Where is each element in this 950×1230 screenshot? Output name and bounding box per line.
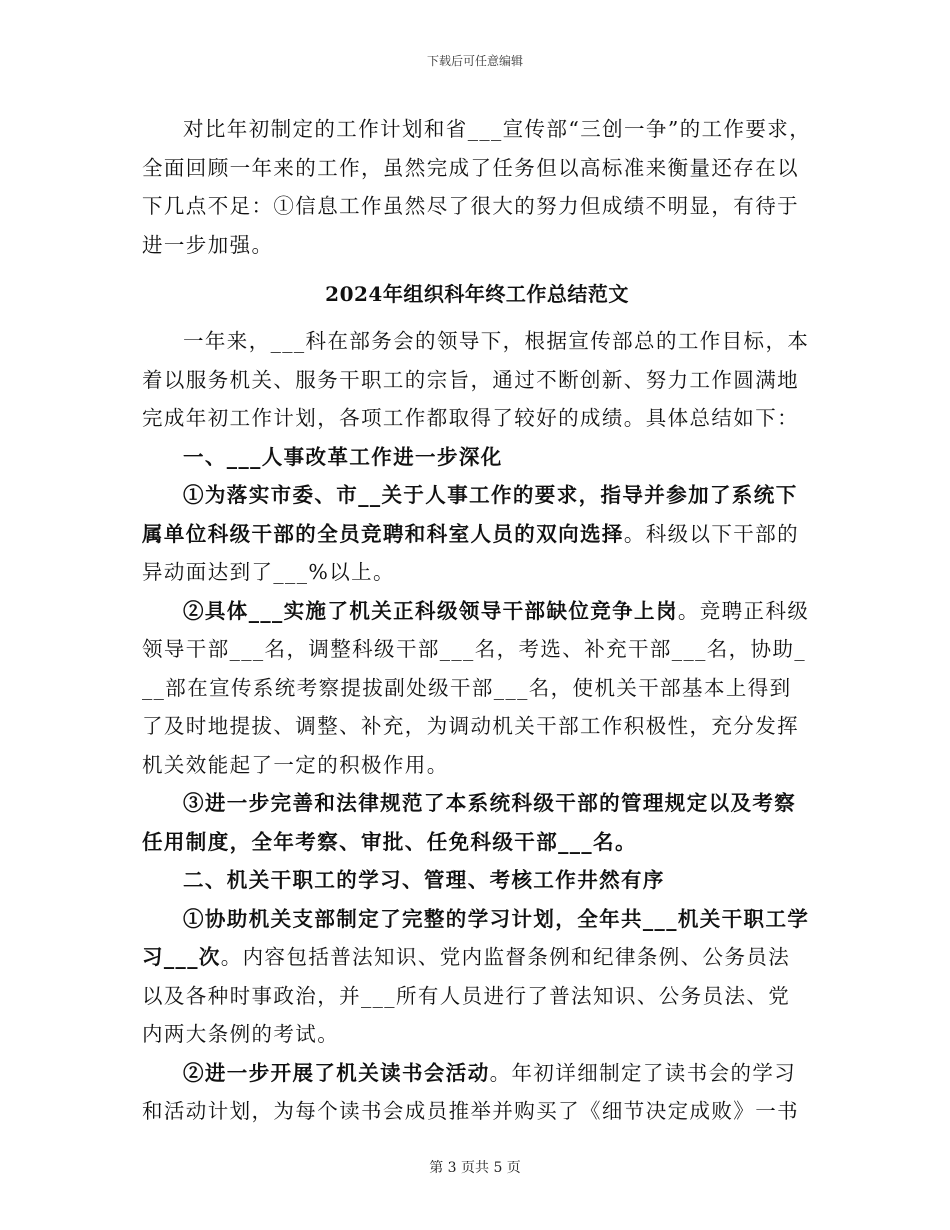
page-footer: 第 3 页共 5 页 (429, 1160, 521, 1176)
section2-item-1-bold: ①协助机关支部制定了完整的学习计划，全年共___机关干职工学习___次 (142, 906, 810, 969)
section-heading-2: 二、机关干职工的学习、管理、考核工作井然有序 (183, 868, 665, 892)
section2-item-2 (142, 1054, 812, 1131)
section1-item-3 (142, 784, 812, 861)
opening-paragraph: 一年来，___科在部务会的领导下，根据宣传部总的工作目标，本着以服务机关、服务干职工的宗旨，通过不断创新、努力工作圆满地完成年初工作计划，各项工作都取得了较好的成绩。具体总结如下： (142, 329, 810, 430)
section1-item-1-bold: ①为落实市委、市__关于人事工作的要求，指导并参加了系统下属单位科级干部的全员竞聘和科室人员的双向选择 (142, 483, 798, 546)
section1-item-3-bold: ③进一步完善和法律规范了本系统科级干部的管理规定以及考察任用制度，全年考察、审批、任免科级干部___名。 (142, 791, 797, 854)
section1-item-2 (142, 592, 812, 785)
intro-paragraph: 对比年初制定的工作计划和省___宣传部“三创一争”的工作要求，全面回顾一年来的工作，虽然完成了任务但以高标准来衡量还存在以下几点不足：①信息工作虽然尽了很大的努力但成绩不明显，有待于进一步加强。 (142, 117, 812, 257)
document-body (142, 110, 812, 1131)
section2-item-2-bold: ②进一步开展了机关读书会活动 (183, 1060, 490, 1085)
section1-item-2-rest: 。竞聘正科级领导干部___名，调整科级干部___名，考选、补充干部___名，协助___部在宣传系统考察提拔副处级干部___名，使机关干部基本上得到了及时地提拔、调整、补充，为调动机关干部工作积极性，充分发挥机关效能起了一定的积极作用。 (142, 598, 810, 777)
section1-item-2-bold: ②具体___实施了机关正科级领导干部缺位竞争上岗 (183, 598, 678, 623)
article-title: 2024年组织科年终工作总结范文 (325, 282, 629, 306)
section-heading-1: 一、___人事改革工作进一步深化 (183, 444, 503, 469)
section2-item-1 (142, 900, 812, 1054)
section2-item-2-rest: 。年初详细制定了读书会的学习和活动计划，为每个读书会成员推举并购买了《细节决定成败》一书 (142, 1060, 799, 1123)
section2-item-1-rest: 。内容包括普法知识、党内监督条例和纪律条例、公务员法以及各种时事政治，并___所有人员进行了普法知识、公务员法、党内两大条例的考试。 (142, 945, 791, 1046)
page-header: 下载后可任意编辑 (426, 54, 523, 68)
section1-item-1 (142, 476, 812, 592)
section1-item-1-rest: 。科级以下干部的异动面达到了___%以上。 (142, 521, 800, 584)
